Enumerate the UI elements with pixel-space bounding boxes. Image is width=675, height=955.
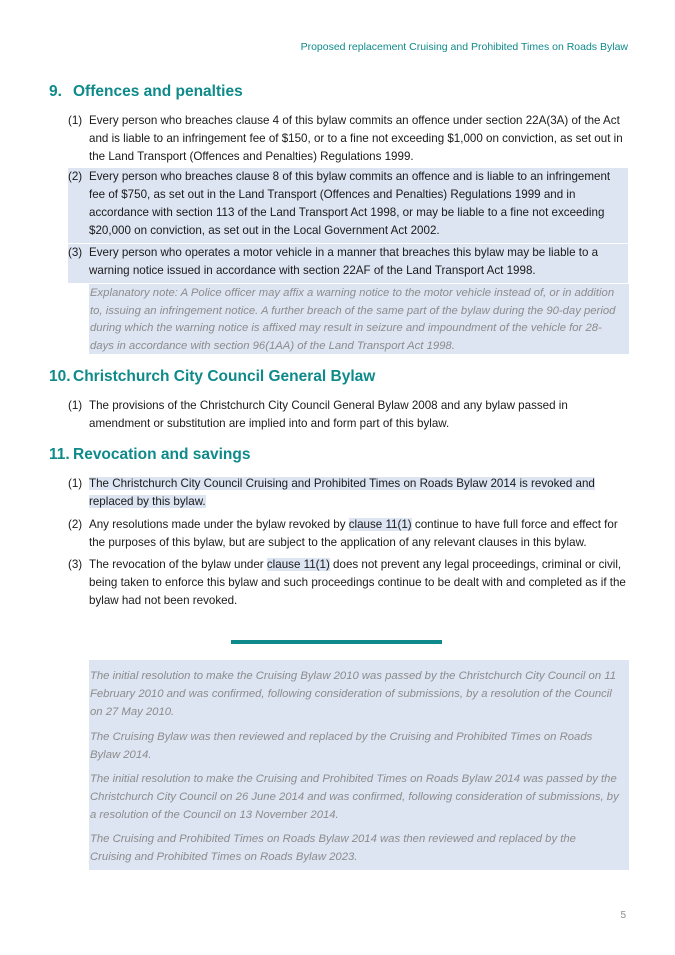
history-note: The initial resolution to make the Cruising Bylaw 2010 was passed by the Christchurch City Council on 11 February 2010 and was confirmed, following consideration of submissions, by a resolution of the Council on 27 May 2010. [90,670,616,718]
section-heading-general-bylaw [49,368,375,386]
clause-text: The provisions of the Christchurch City Council General Bylaw 2008 and any bylaw passed in amendment or substitution are implied into and form part of this bylaw. [89,399,568,430]
section-heading-offences [49,83,243,101]
divider-rule [231,640,442,644]
clause-number: (1) [68,114,83,127]
explanatory-note-text: Explanatory note: A Police officer may affix a warning notice to the motor vehicle instead of, or in addition to, issuing an infringement notice. A further breach of the same part of the bylaw during the 90-day period during which the warning notice is affixed may result in seizure and impoundment of the vehicle for 28-days in accordance with section 96(1AA) of the Land Transport Act 1998. [90,287,616,352]
clause-text: Every person who breaches clause 4 of this bylaw commits an offence under section 22A(3A) of the Act and is liable to an infringement fee of $150, or to a fine not exceeding $1,000 on conviction, as set out in the Land Transport (Offences and Penalties) Regulations 1999. [89,114,623,163]
clause-text-before: Any resolutions made under the bylaw revoked by [89,518,349,531]
history-note: The initial resolution to make the Cruising and Prohibited Times on Roads Bylaw 2014 was passed by the Christchurch City Council on 26 June 2014 and was confirmed, following consideration of submissions, by a resolution of the Council on 13 November 2014. [90,773,619,821]
clause-text: Every person who breaches clause 8 of this bylaw commits an offence and is liable to an infringement fee of $750, as set out in the Land Transport (Offences and Penalties) Regulations 1999 and in accordance with section 113 of the Land Transport Act 1998, or may be liable to a fine not exceeding $20,000 on conviction, as set out in the Local Government Act 2002. [89,170,611,237]
clause-text: Every person who operates a motor vehicle in a manner that breaches this bylaw may be liable to a warning notice issued in accordance with section 22AF of the Land Transport Act 1998. [89,246,599,277]
clause-9-3 [68,244,628,283]
section-number: 10. [49,368,71,385]
clause-text-after: continue to have full force and effect for the purposes of this bylaw, but are subject to the application of any relevant clauses in this bylaw. [89,518,618,549]
section-number: 9. [49,83,62,100]
clause-number: (1) [68,399,83,412]
page-number: 5 [620,910,626,921]
history-note: The Cruising Bylaw was then reviewed and replaced by the Cruising and Prohibited Times on Roads Bylaw 2014. [90,731,593,761]
clause-number: (3) [68,246,83,259]
clause-number: (1) [68,477,83,490]
section-title: Offences and penalties [73,83,243,100]
clause-number: (2) [68,170,83,183]
explanatory-note [89,284,629,354]
section-title: Christchurch City Council General Bylaw [73,368,376,385]
clause-text-before: The revocation of the bylaw under [89,558,267,571]
section-number: 11. [49,446,70,463]
clause-text-after: does not prevent any legal proceedings, criminal or civil, being taken to enforce this bylaw and such proceedings continue to be dealt with and completed as if the bylaw had not been revoked. [89,558,626,607]
running-header: Proposed replacement Cruising and Prohibited Times on Roads Bylaw [300,41,628,53]
section-title: Revocation and savings [73,446,251,463]
clause-number: (3) [68,558,83,571]
history-notes [89,660,629,870]
clause-9-1 [68,112,628,166]
clause-number: (2) [68,518,83,531]
clause-11-3 [68,556,628,610]
clause-9-2 [68,168,628,243]
history-note: The Cruising and Prohibited Times on Roads Bylaw 2014 was then reviewed and replaced by the Cruising and Prohibited Times on Roads Bylaw 2023. [90,833,576,863]
clause-11-1 [68,475,628,511]
section-heading-revocation [49,446,250,464]
clause-reference: clause 11(1) [348,518,412,531]
clause-11-2 [68,516,628,552]
clause-text: The Christchurch City Council Cruising and Prohibited Times on Roads Bylaw 2014 is revoked and replaced by this bylaw. [89,477,595,508]
clause-reference: clause 11(1) [266,558,330,571]
clause-10-1 [68,397,628,433]
